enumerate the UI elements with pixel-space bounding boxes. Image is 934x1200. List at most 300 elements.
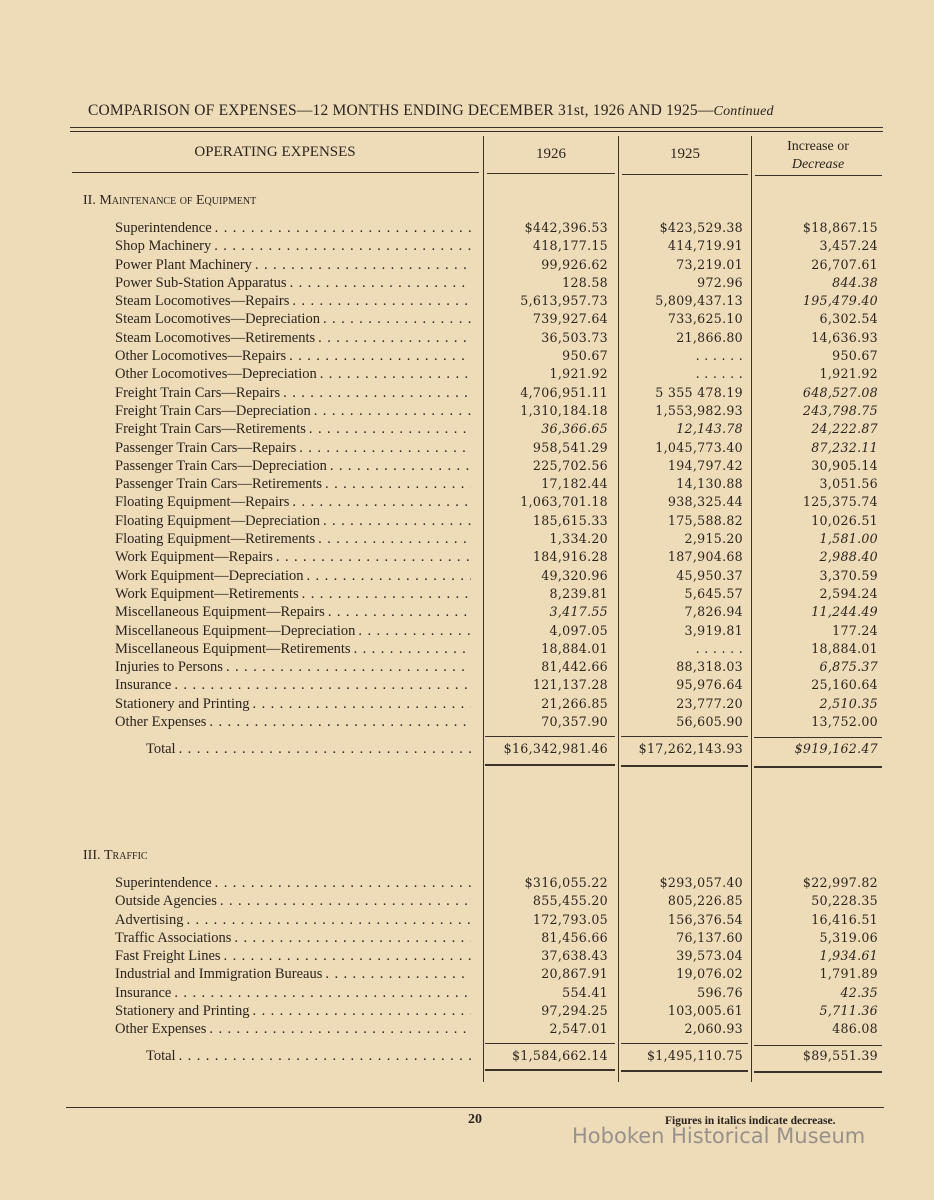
value-1925: 103,005.61 (667, 1003, 743, 1019)
dot-leader (292, 292, 471, 310)
table-row (0, 874, 934, 892)
value-1925: 972.96 (697, 274, 743, 290)
value-1925: 938,325.44 (667, 494, 743, 510)
dot-leader (253, 1002, 471, 1020)
value-change: 16,416.51 (811, 911, 878, 927)
row-label (115, 929, 471, 947)
value-1925: 88,318.03 (676, 659, 743, 675)
table-row (0, 911, 934, 929)
value-1925: 175,588.82 (667, 512, 743, 528)
row-label-text: Stationery and Printing (115, 695, 250, 712)
table-row (0, 402, 934, 420)
dot-leader (276, 548, 471, 566)
section-numeral: II. (83, 193, 96, 208)
value-1926: 121,137.28 (532, 677, 608, 693)
value-1926: 185,615.33 (532, 512, 608, 528)
value-1926: 8,239.81 (549, 585, 608, 601)
value-1925: 14,130.88 (676, 476, 743, 492)
row-label-text: Insurance (115, 984, 172, 1001)
value-1926: 225,702.56 (532, 457, 608, 473)
value-1925: 95,976.64 (676, 677, 743, 693)
value-change: 3,457.24 (819, 238, 878, 254)
table-row (0, 567, 934, 585)
value-1926: 36,366.65 (541, 421, 608, 437)
dot-leader (220, 892, 471, 910)
value-1925: 596.76 (697, 984, 743, 1000)
table-row (0, 984, 934, 1002)
row-label-text: Total (146, 1048, 176, 1064)
divider (754, 737, 882, 738)
dot-leader (328, 603, 471, 621)
row-label (115, 365, 471, 383)
maintenance-rows (0, 219, 934, 731)
value-1925: 76,137.60 (676, 929, 743, 945)
divider (754, 1045, 882, 1046)
row-label-text: Power Plant Machinery (115, 256, 252, 273)
row-label (115, 874, 471, 892)
value-1926: 855,455.20 (532, 893, 608, 909)
value-1925: 2,060.93 (684, 1021, 743, 1037)
dot-leader (226, 658, 471, 676)
divider (487, 173, 615, 174)
value-1926: 958,541.29 (532, 439, 608, 455)
value-1925: 187,904.68 (667, 549, 743, 565)
row-label (115, 237, 471, 255)
table-row (0, 548, 934, 566)
row-label-text: Total (146, 741, 176, 757)
value-1926: 418,177.15 (532, 238, 608, 254)
value-change: 26,707.61 (811, 256, 878, 272)
divider (485, 1069, 615, 1071)
dot-leader (179, 1047, 471, 1065)
table-row (0, 892, 934, 910)
row-label-text: Steam Locomotives—Retirements (115, 329, 316, 346)
dot-leader (209, 1020, 471, 1038)
header-operating-expenses: OPERATING EXPENSES (194, 144, 356, 160)
dot-leader (283, 384, 471, 402)
row-label-text: Miscellaneous Equipment—Depreciation (115, 622, 356, 639)
table-row (0, 530, 934, 548)
value-change: 125,375.74 (802, 494, 878, 510)
value-1926: 4,706,951.11 (520, 384, 608, 400)
table-row (0, 365, 934, 383)
dot-leader (215, 219, 471, 237)
row-label (115, 911, 471, 929)
total-row (0, 740, 934, 758)
value-change: 24,222.87 (811, 421, 878, 437)
value-change: 1,791.89 (819, 966, 878, 982)
row-label (115, 640, 471, 658)
row-label (115, 402, 471, 420)
value-change: 10,026.51 (811, 512, 878, 528)
header-decrease: Decrease (791, 157, 845, 172)
value-1926: 5,613,957.73 (520, 293, 608, 309)
value-1925: 1,045,773.40 (655, 439, 743, 455)
dot-leader (354, 640, 471, 658)
value-change: $22,997.82 (802, 875, 878, 890)
value-1925: $17,262,143.93 (638, 741, 743, 756)
table-row (0, 658, 934, 676)
row-label-text: Freight Train Cars—Retirements (115, 421, 306, 438)
divider (621, 1070, 748, 1072)
value-1925: 2,915.20 (684, 531, 743, 547)
title-continued: Continued (713, 104, 774, 119)
dot-leader (318, 530, 471, 548)
dot-leader (299, 439, 471, 457)
table-row (0, 695, 934, 713)
row-label (146, 740, 471, 758)
value-1925: . . . . . . (695, 366, 743, 382)
dot-leader (320, 365, 471, 383)
dot-leader (224, 947, 471, 965)
dot-leader (214, 237, 471, 255)
table-row (0, 274, 934, 292)
divider (621, 765, 748, 767)
dot-leader (325, 475, 471, 493)
table-row (0, 329, 934, 347)
row-label (115, 292, 471, 310)
value-change: $919,162.47 (794, 741, 878, 756)
row-label-text: Floating Equipment—Depreciation (115, 512, 320, 529)
divider (621, 736, 748, 737)
row-label (115, 567, 471, 585)
value-change: 195,479.40 (802, 293, 878, 309)
dot-leader (209, 713, 471, 731)
value-1925: 45,950.37 (676, 567, 743, 583)
divider (70, 127, 883, 128)
dot-leader (174, 984, 471, 1002)
row-label (115, 1020, 471, 1038)
row-label (115, 475, 471, 493)
dot-leader (302, 585, 471, 603)
table-row (0, 603, 934, 621)
table-row (0, 1020, 934, 1038)
row-label (115, 384, 471, 402)
row-label (115, 548, 471, 566)
row-label (115, 256, 471, 274)
value-change: 648,527.08 (802, 384, 878, 400)
row-label (115, 713, 471, 731)
row-label (146, 1047, 471, 1065)
value-1926: 128.58 (562, 274, 608, 290)
value-change: 5,319.06 (819, 929, 878, 945)
row-label-text: Industrial and Immigration Bureaus (115, 966, 323, 983)
row-label-text: Insurance (115, 677, 172, 694)
row-label (115, 622, 471, 640)
divider (485, 736, 615, 737)
row-label-text: Miscellaneous Equipment—Retirements (115, 640, 351, 657)
table-row (0, 965, 934, 983)
table-row (0, 713, 934, 731)
divider (485, 1043, 615, 1044)
header-1926: 1926 (536, 146, 566, 162)
value-change: 42.35 (840, 984, 878, 1000)
value-change: 5,711.36 (819, 1003, 878, 1019)
dot-leader (330, 457, 471, 475)
table-row (0, 640, 934, 658)
total-row (0, 1047, 934, 1065)
row-label (115, 512, 471, 530)
table-row (0, 219, 934, 237)
section-numeral: III. (83, 848, 101, 863)
value-1925: 73,219.01 (676, 256, 743, 272)
row-label-text: Other Expenses (115, 714, 207, 731)
value-change: 6,302.54 (819, 311, 878, 327)
value-1925: 194,797.42 (667, 457, 743, 473)
value-1925: 23,777.20 (676, 695, 743, 711)
watermark: Hoboken Historical Museum (572, 1124, 866, 1148)
value-1926: 172,793.05 (532, 911, 608, 927)
divider (754, 766, 882, 768)
traffic-rows (0, 874, 934, 1039)
row-label-text: Miscellaneous Equipment—Repairs (115, 604, 325, 621)
section-heading-maintenance (83, 193, 256, 209)
value-1926: 97,294.25 (541, 1003, 608, 1019)
value-1925: 12,143.78 (676, 421, 743, 437)
row-label (115, 695, 471, 713)
dot-leader (174, 676, 471, 694)
row-label-text: Power Sub-Station Apparatus (115, 274, 287, 291)
table-row (0, 493, 934, 511)
value-1926: 2,547.01 (549, 1021, 608, 1037)
row-label (115, 603, 471, 621)
row-label-text: Fast Freight Lines (115, 948, 221, 965)
value-1926: 49,320.96 (541, 567, 608, 583)
row-label (115, 420, 471, 438)
row-label-text: Other Locomotives—Depreciation (115, 366, 317, 383)
row-label-text: Freight Train Cars—Depreciation (115, 402, 311, 419)
value-change: 2,594.24 (819, 585, 878, 601)
value-1926: $1,584,662.14 (511, 1048, 608, 1063)
row-label-text: Floating Equipment—Repairs (115, 494, 290, 511)
maintenance-total (0, 740, 934, 758)
dot-leader (292, 493, 471, 511)
table-row (0, 237, 934, 255)
table-row (0, 347, 934, 365)
value-1925: 1,553,982.93 (655, 402, 743, 418)
header-increase: Increase or (787, 139, 849, 154)
row-label-text: Shop Machinery (115, 238, 212, 255)
table-row (0, 475, 934, 493)
dot-leader (314, 402, 471, 420)
dot-leader (253, 695, 471, 713)
row-label-text: Outside Agencies (115, 893, 217, 910)
row-label (115, 892, 471, 910)
value-change: 2,988.40 (819, 549, 878, 565)
section-name: Traffic (104, 848, 148, 863)
value-change: 486.08 (832, 1021, 878, 1037)
value-1926: 81,442.66 (541, 659, 608, 675)
value-change: $89,551.39 (802, 1048, 878, 1063)
value-change: 1,934.61 (819, 948, 878, 964)
row-label-text: Injuries to Persons (115, 659, 223, 676)
value-1925: 19,076.02 (676, 966, 743, 982)
table-row (0, 585, 934, 603)
value-change: 13,752.00 (811, 714, 878, 730)
dot-leader (325, 965, 471, 983)
value-1926: 184,916.28 (532, 549, 608, 565)
row-label-text: Work Equipment—Depreciation (115, 567, 304, 584)
row-label-text: Stationery and Printing (115, 1003, 250, 1020)
value-1926: 70,357.90 (541, 714, 608, 730)
value-1926: 3,417.55 (549, 604, 608, 620)
value-change: 25,160.64 (811, 677, 878, 693)
dot-leader (323, 310, 471, 328)
value-change: 50,228.35 (811, 893, 878, 909)
row-label-text: Passenger Train Cars—Depreciation (115, 457, 327, 474)
value-change: 18,884.01 (811, 640, 878, 656)
divider (754, 1071, 882, 1073)
table-row (0, 947, 934, 965)
value-change: 1,921.92 (819, 366, 878, 382)
row-label-text: Steam Locomotives—Depreciation (115, 311, 320, 328)
row-label-text: Freight Train Cars—Repairs (115, 384, 281, 401)
value-1925: . . . . . . (695, 348, 743, 364)
value-1926: 554.41 (562, 984, 608, 1000)
page-number: 20 (468, 1112, 482, 1127)
dot-leader (323, 512, 471, 530)
value-1926: 739,927.64 (532, 311, 608, 327)
section-heading-traffic (83, 848, 148, 864)
dot-leader (215, 874, 471, 892)
table-row (0, 292, 934, 310)
row-label (115, 947, 471, 965)
value-change: 87,232.11 (811, 439, 878, 455)
table-row (0, 457, 934, 475)
row-label-text: Superintendence (115, 220, 212, 236)
value-1925: . . . . . . (695, 640, 743, 656)
row-label (115, 1002, 471, 1020)
value-1925: 5,809,437.13 (655, 293, 743, 309)
divider (755, 175, 882, 176)
value-1925: 39,573.04 (676, 948, 743, 964)
table-row (0, 929, 934, 947)
value-1926: 21,266.85 (541, 695, 608, 711)
value-1926: 37,638.43 (541, 948, 608, 964)
row-label-text: Work Equipment—Retirements (115, 585, 299, 602)
title-text: COMPARISON OF EXPENSES—12 MONTHS ENDING DECEMBER 31st, 1926 AND 1925— (88, 102, 714, 119)
value-change: 30,905.14 (811, 457, 878, 473)
dot-leader (234, 929, 471, 947)
value-change: 950.67 (832, 348, 878, 364)
row-label-text: Passenger Train Cars—Retirements (115, 476, 323, 493)
row-label (115, 984, 471, 1002)
value-1926: 1,921.92 (549, 366, 608, 382)
value-1925: 156,376.54 (667, 911, 743, 927)
value-1925: 5 355 478.19 (655, 384, 743, 400)
value-1925: 5,645.57 (684, 585, 743, 601)
value-1926: 1,310,184.18 (520, 402, 608, 418)
table-row (0, 439, 934, 457)
row-label-text: Other Locomotives—Repairs (115, 348, 287, 365)
row-label-text: Advertising (115, 911, 184, 928)
row-label-text: Floating Equipment—Retirements (115, 531, 316, 548)
value-1926: 17,182.44 (541, 476, 608, 492)
row-label (115, 585, 471, 603)
footer-rule (66, 1107, 884, 1108)
row-label-text: Superintendence (115, 875, 212, 891)
row-label (115, 329, 471, 347)
row-label (115, 274, 471, 292)
value-1926: 20,867.91 (541, 966, 608, 982)
table-row (0, 676, 934, 694)
italics-note: Figures in italics indicate decrease. (665, 1115, 836, 1127)
value-1926: $442,396.53 (524, 220, 608, 235)
divider (72, 172, 479, 173)
table-row (0, 512, 934, 530)
divider (485, 764, 615, 766)
value-change: 844.38 (832, 274, 878, 290)
row-label (115, 310, 471, 328)
row-label-text: Passenger Train Cars—Repairs (115, 439, 297, 456)
value-change: 14,636.93 (811, 329, 878, 345)
value-1925: 7,826.94 (684, 604, 743, 620)
row-label (115, 965, 471, 983)
row-label (115, 658, 471, 676)
dot-leader (318, 329, 471, 347)
value-1925: $1,495,110.75 (646, 1048, 743, 1063)
value-1926: $316,055.22 (524, 875, 608, 890)
row-label (115, 530, 471, 548)
value-change: 11,244.49 (811, 604, 878, 620)
value-change: 243,798.75 (802, 402, 878, 418)
row-label-text: Work Equipment—Repairs (115, 549, 273, 566)
value-1925: 56,605.90 (676, 714, 743, 730)
header-1925: 1925 (670, 146, 700, 162)
value-change: $18,867.15 (802, 220, 878, 235)
value-1926: 1,063,701.18 (520, 494, 608, 510)
table-row (0, 310, 934, 328)
value-change: 1,581.00 (819, 531, 878, 547)
value-1925: 21,866.80 (676, 329, 743, 345)
dot-leader (255, 256, 471, 274)
value-1925: $423,529.38 (659, 220, 743, 235)
row-label (115, 676, 471, 694)
table-row (0, 420, 934, 438)
value-change: 177.24 (832, 622, 878, 638)
value-change: 3,051.56 (819, 476, 878, 492)
dot-leader (307, 567, 472, 585)
divider (70, 131, 883, 132)
row-label-text: Other Expenses (115, 1021, 207, 1038)
row-label (115, 493, 471, 511)
dot-leader (290, 274, 471, 292)
row-label-text: Traffic Associations (115, 929, 232, 946)
row-label (115, 219, 471, 237)
divider (621, 1043, 748, 1044)
value-1925: 733,625.10 (667, 311, 743, 327)
dot-leader (179, 740, 471, 758)
value-1925: 3,919.81 (684, 622, 743, 638)
value-1926: $16,342,981.46 (503, 741, 608, 756)
value-1926: 99,926.62 (541, 256, 608, 272)
table-row (0, 256, 934, 274)
value-1926: 36,503.73 (541, 329, 608, 345)
value-1926: 18,884.01 (541, 640, 608, 656)
table-row (0, 622, 934, 640)
value-1925: 414,719.91 (667, 238, 743, 254)
dot-leader (358, 622, 471, 640)
value-change: 6,875.37 (819, 659, 878, 675)
value-1926: 81,456.66 (541, 929, 608, 945)
row-label (115, 347, 471, 365)
value-change: 3,370.59 (819, 567, 878, 583)
table-row (0, 384, 934, 402)
traffic-total (0, 1047, 934, 1065)
divider (622, 174, 748, 175)
table-row (0, 1002, 934, 1020)
row-label (115, 457, 471, 475)
